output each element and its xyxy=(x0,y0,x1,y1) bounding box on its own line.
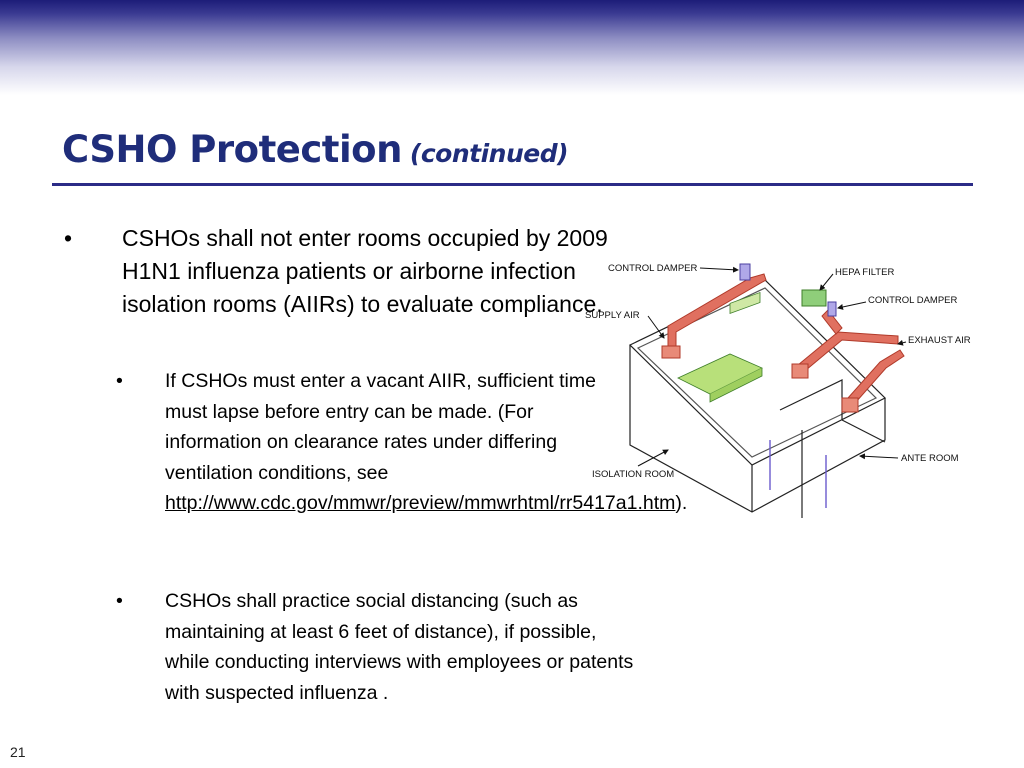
sub-bullet-marker: • xyxy=(116,590,123,612)
label-control-damper-right: CONTROL DAMPER xyxy=(868,295,958,306)
isolation-room-diagram xyxy=(580,250,980,545)
sub-bullet-marker: • xyxy=(116,370,123,392)
sub-bullet-2-text: CSHOs shall practice social distancing (such as maintaining at least 6 feet of distance), if possible, while conducting interviews with employees or patents with suspected influenza . xyxy=(165,590,634,704)
sub-bullet-1 xyxy=(165,366,688,519)
bullet-marker: • xyxy=(64,225,73,251)
sub-bullet-1-text: If CSHOs must enter a vacant AIIR, sufficient time must lapse before entry can be made. (For information on clearance rates under differing ventilation conditions, see xyxy=(165,370,596,484)
header-gradient-band xyxy=(0,0,1024,95)
diagram-svg xyxy=(580,250,980,540)
label-supply-air: SUPPLY AIR xyxy=(585,310,640,321)
hepa-filter-icon xyxy=(802,290,826,306)
label-hepa-filter: HEPA FILTER xyxy=(835,267,895,278)
supply-duct xyxy=(662,274,766,358)
slide-number: 21 xyxy=(10,744,26,760)
title-main: CSHO Protection xyxy=(62,128,402,171)
label-isolation-room: ISOLATION ROOM xyxy=(592,469,675,480)
bullet-1-text: CSHOs shall not enter rooms occupied by 2009 H1N1 influenza patients or airborne infection isolation rooms (AIIRs) to evaluate compliance. xyxy=(122,225,608,317)
label-ante-room: ANTE ROOM xyxy=(901,453,959,464)
title-suffix: (continued) xyxy=(409,139,569,168)
title-divider xyxy=(52,183,973,186)
label-exhaust-air: EXHAUST AIR xyxy=(908,335,971,346)
sub-bullet-1-tail: ). xyxy=(675,492,688,514)
cdc-link[interactable]: http://www.cdc.gov/mmwr/preview/mmwrhtml/rr5417a1.htm xyxy=(165,492,676,514)
slide-title xyxy=(62,128,568,171)
label-control-damper: CONTROL DAMPER xyxy=(608,263,698,274)
